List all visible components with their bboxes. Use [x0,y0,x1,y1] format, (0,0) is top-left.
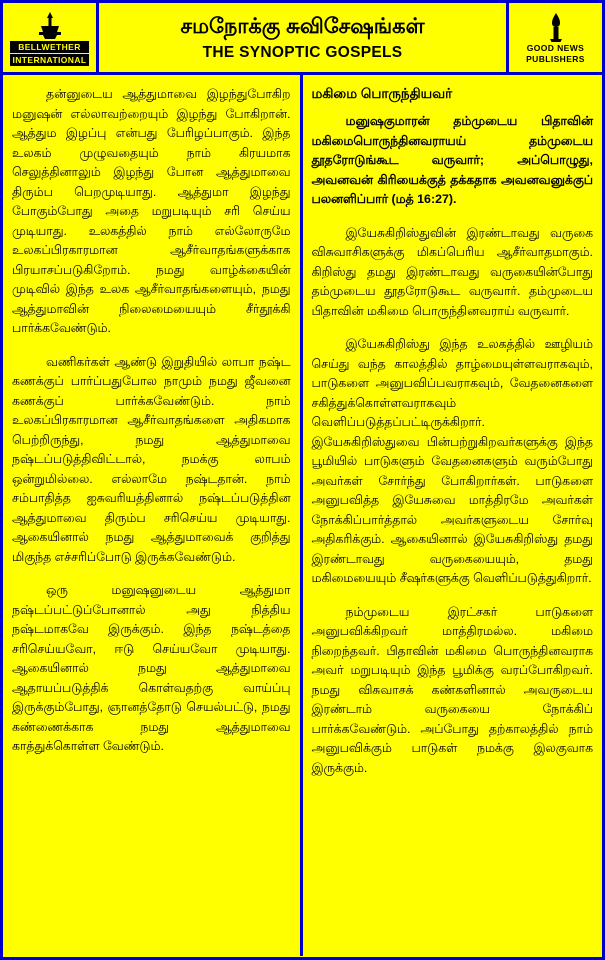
paragraph: இயேசுகிறிஸ்துவின் இரண்டாவது வருகை விசுவாசிகளுக்கு மிகப்பெரிய ஆசீர்வாதமாகும். கிறிஸ்து தமது இரண்டாவது வருகையின்போது தம்முடைய தூதரோடுகூட வருவார். தம்முடைய பிதாவின் மகிமை பொருந்தினவராய் வருவார். [311,225,593,318]
right-column [303,75,603,956]
good-news-logo-line1: GOOD NEWS [526,42,585,53]
title-english: THE SYNOPTIC GOSPELS [202,43,403,61]
bellwether-logo-line1: BELLWETHER [10,41,90,53]
section-heading: மகிமை பொருந்தியவர் [311,86,453,101]
torch-icon [539,12,573,42]
bellwether-logo-line2: INTERNATIONAL [10,54,90,66]
left-column [3,75,303,956]
good-news-publishers-logo [506,3,602,72]
paragraph: நம்முடைய இரட்சகர் பாடுகளை அனுபவிக்கிறவர் மாத்திரமல்ல. மகிமை நிறைந்தவர். பிதாவின் மகிமை பொருந்தினவராக அவர் மறுபடியும் இந்த பூமிக்கு வரப்போகிறவர். நமது விசுவாசக் கண்களினால் அவருடைய இரண்டாம் வருகையை நோக்கிப் பார்க்கவேண்டும். அப்போது தற்காலத்தில் நாம் அனுபவிக்கும் பாடுகள் நமக்கு இலகுவாக இருக்கும். [311,604,593,775]
scripture-quote: மனுஷகுமாரன் தம்முடைய பிதாவின் மகிமைபொருந்தினவராயய் தம்முடைய தூதரோடுங்கூட வருவார்; அப்பொழுது, அவனவன் கிரியைக்குத் தக்கதாக அவனவனுக்குப் பலனளிப்பார் (மத் 16:27). [311,114,593,206]
article-columns [3,75,602,956]
paragraph: ஒரு மனுஷனுடைய ஆத்துமா நஷ்டப்பட்டுப்போனால் அது நித்திய நஷ்டமாகவே இருக்கும். இந்த நஷ்டத்தை சரிசெய்யவோ, ஈடு செய்யவோ முடியாது. ஆகையினால் நமது ஆத்துமாவை ஆதாயப்படுத்திக் கொள்வதற்கு வாய்ப்பு இருக்கும்போது, ஞானத்தோடு செயல்பட்டு, நமது கண்ணைக்காக நமது ஆத்துமாவை காத்துக்கொள்ள வேண்டும். [12,583,291,753]
paragraph: இயேசுகிறிஸ்து இந்த உலகத்தில் ஊழியம் செய்து வந்த காலத்தில் தாழ்மையுள்ளவராகவும், பாடுகளை அனுபவிப்பவராகவும், வேதனைகளை சகித்துக்கொள்ளவராகவும் வெளிப்படுத்தப்பட்டிருக்கிறார். இயேசுகிறிஸ்துவை பின்பற்றுகிறவர்களுக்கு இந்த பூமியில் பாடுகளும் வேதனைகளும் வரும்போது அவர்கள் சோர்ந்து போகிறார்கள். பாடுகளை அனுபவித்த இயேசுவை மாத்திரமே அவர்கள் நோக்கிப்பார்த்தால் அவர்களுடைய சோர்வு அதிகரிக்கும். ஆகையினால் இயேசுகிறிஸ்து தமது இரண்டாவது வருகையையும், தமது மகிமையையும் சீஷர்களுக்கு வெளிப்படுத்துகிறார். [311,337,593,585]
good-news-logo-line2: PUBLISHERS [526,53,585,64]
paragraph: தன்னுடைய ஆத்துமாவை இழந்துபோகிற மனுஷன் எல்லாவற்றையும் இழந்து போகிறான். ஆத்தும இழப்பு என்பது பேரிழப்பாகும். இந்த உலகம் முழுவதையும் நாம் கிரயமாக செலுத்தினாலும் இழந்து போன ஆத்துமாவை திரும்ப பெறமுடியாது. ஆத்துமா இழந்து போகும்போது அதை மறுபடியும் சரி செய்ய முடியாது. உலகத்தில் நாம் எல்லோருமே உலகப்பிரகாரமான ஆசீர்வாதங்களுக்காக பிரயாசப்படுகிறோம். நமது வாழ்க்கையின் முடிவில் இந்த உலக ஆசீர்வாதங்களையும், நமது ஆத்துமாவின் நிலைமையையும் சீர்தூக்கி பார்க்கவேண்டும். [12,87,291,335]
masthead [3,3,602,75]
page-title [99,3,506,72]
good-news-logo-text [526,43,585,64]
title-tamil: சமநோக்கு சுவிசேஷங்கள் [180,14,425,38]
paragraph: வணிகர்கள் ஆண்டு இறுதியில் லாபா நஷ்ட கணக்குப் பார்ப்பதுபோல நாமும் நமது ஜீவனை கணக்குப் பார்க்கவேண்டும். நாம் உலகப்பிரகாரமான ஆசீர்வாதங்களை அதிகமாக பெற்றிருந்து, நமது ஆத்துமாவை நஷ்டப்படுத்திவிட்டால், நமக்கு லாபம் ஒன்றுமில்லை. எல்லாமே நஷ்டதான். நாம் சம்பாதித்த ஐசுவரியத்தினால் நஷ்டப்படுத்தின ஆத்துமாவை திரும்ப சரிசெய்ய முடியாது. ஆகையினால் நமது ஆத்துமாவைக் குறித்து மிகுந்த எச்சரிப்போடு இருக்கவேண்டும். [12,354,291,564]
bellwether-logo-text [10,41,90,66]
lamp-icon [33,10,67,40]
bellwether-international-logo [3,3,99,72]
